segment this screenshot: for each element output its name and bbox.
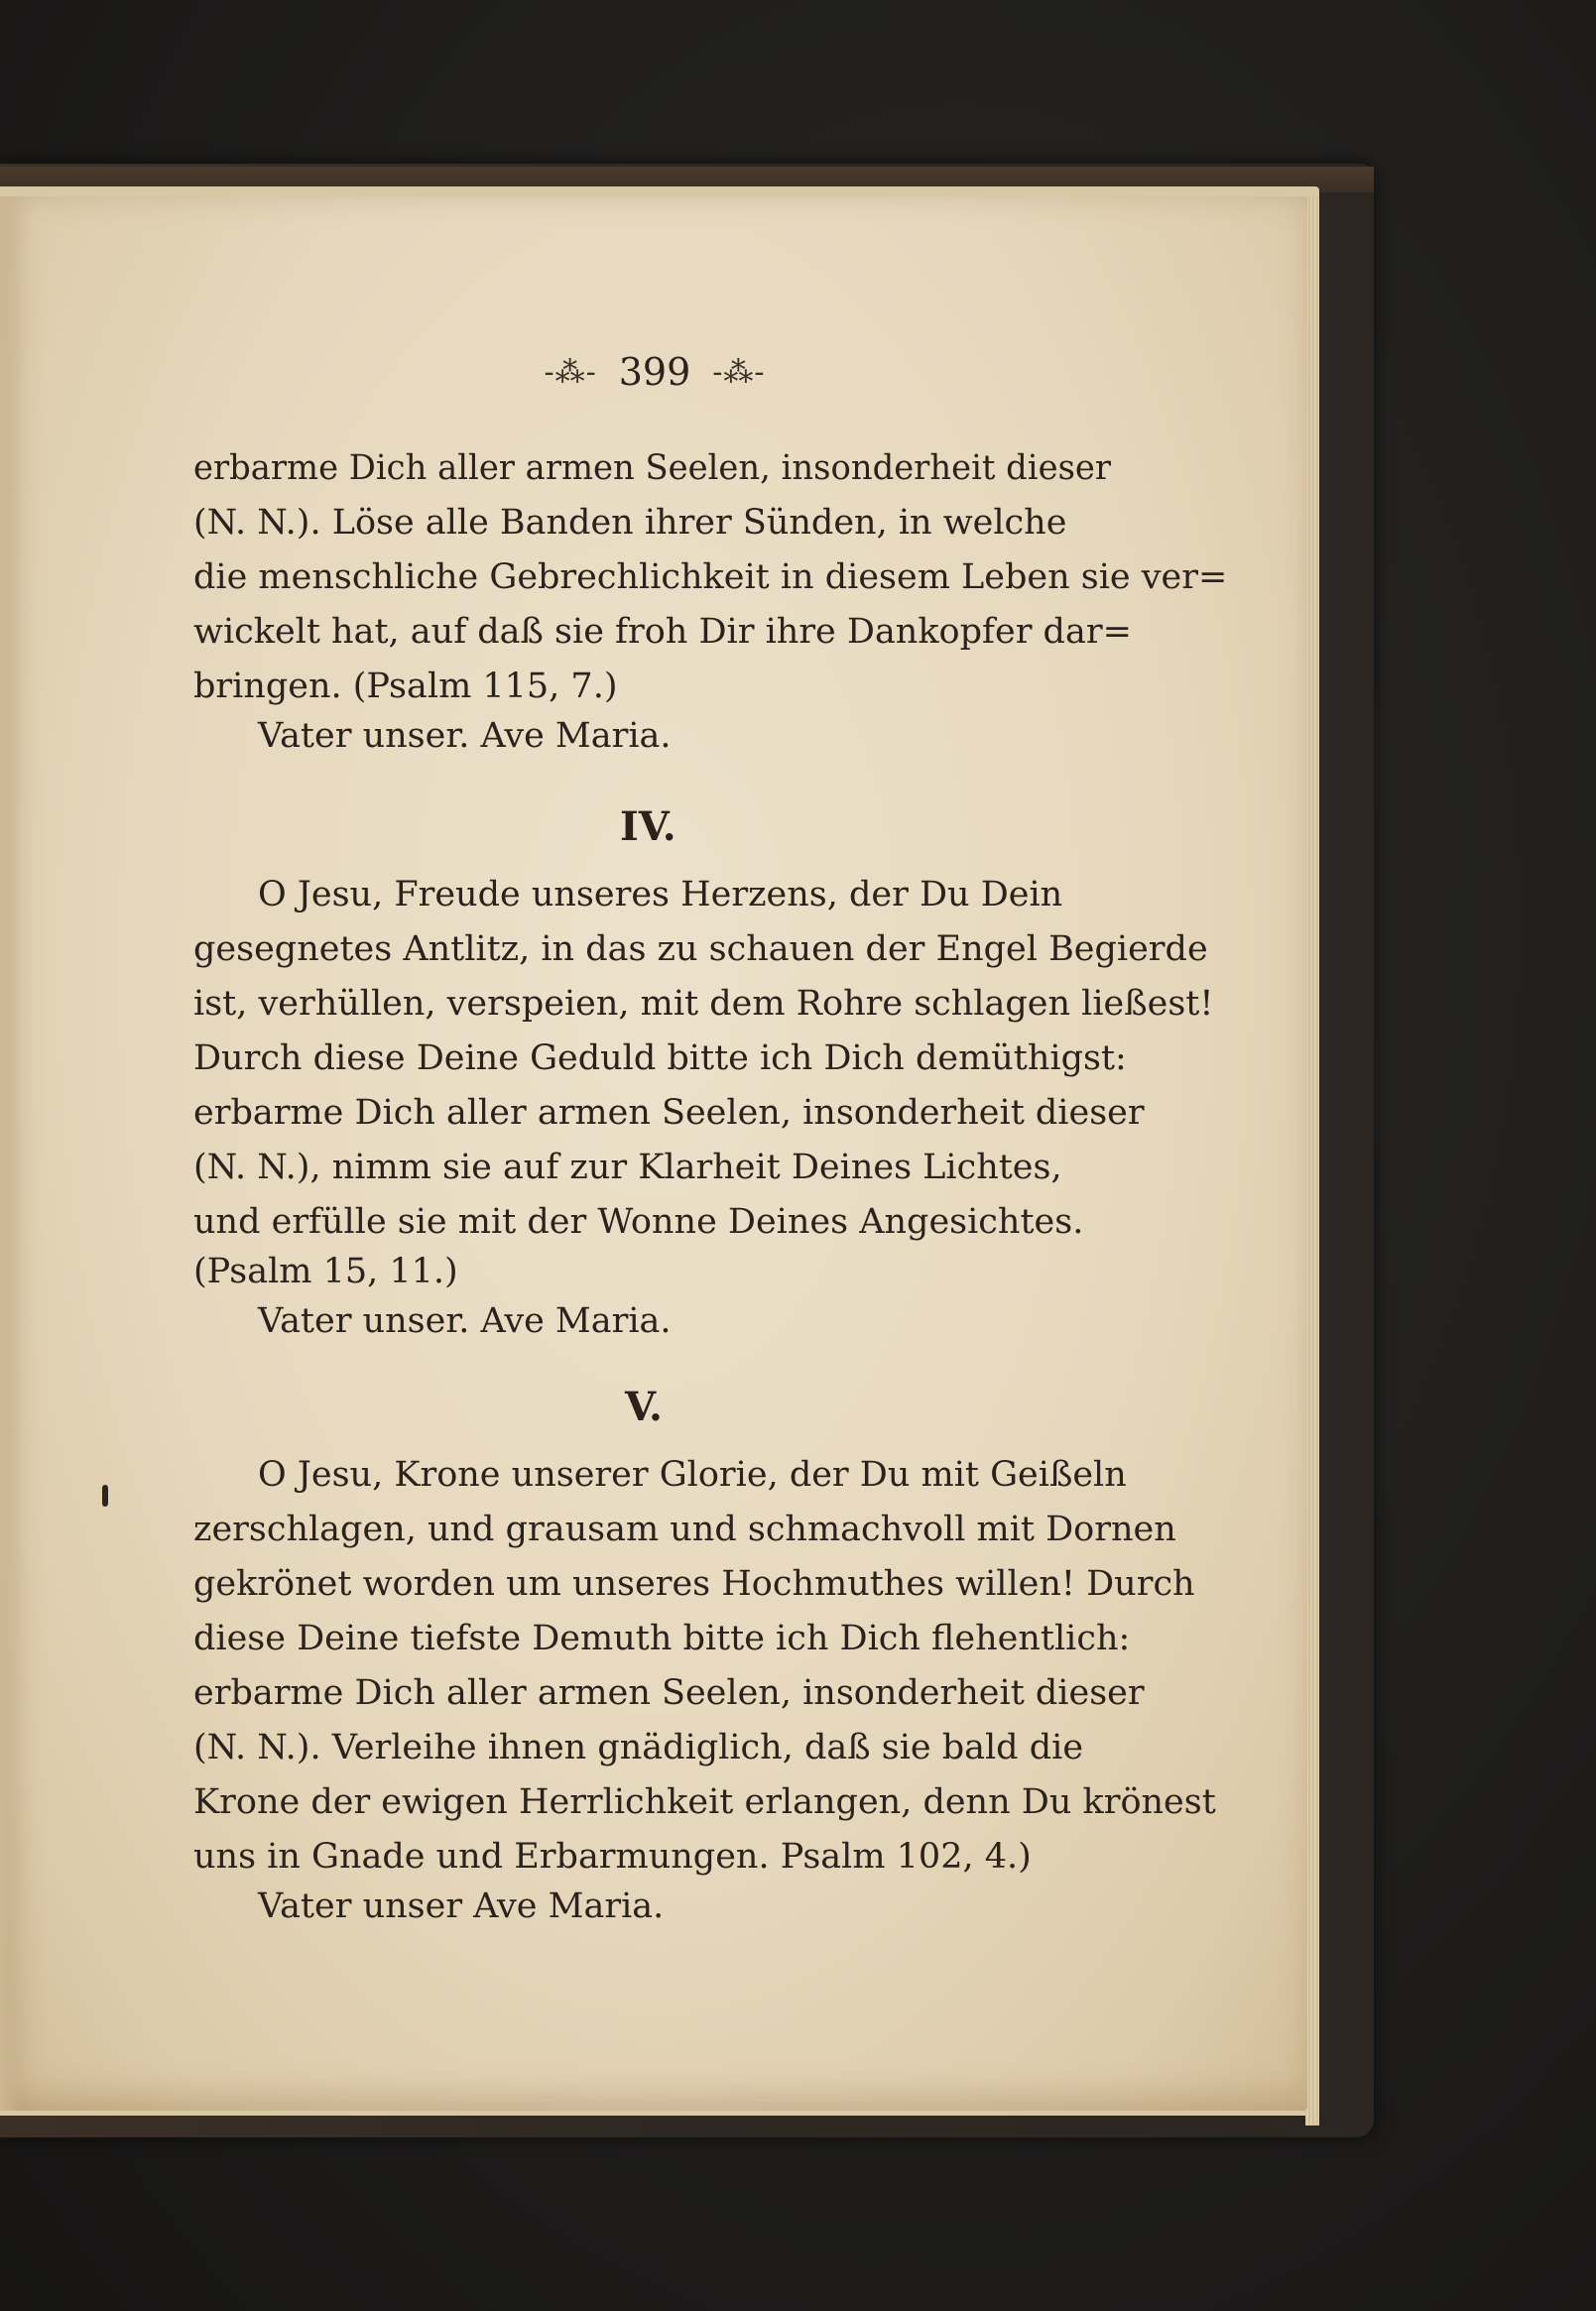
text-line: [193, 669, 618, 704]
text-line: [193, 1728, 1084, 1767]
line-text: die menschliche Gebrechlichkeit in diesem Leben sie ver=: [193, 557, 1228, 597]
text-line: [193, 1619, 1131, 1658]
ornament-right-icon: -⁂-: [712, 354, 766, 390]
text-line: [193, 1837, 1032, 1877]
text-line: [193, 503, 1146, 543]
page-gutter: [0, 196, 22, 2111]
line-text: (Psalm 15, 11.): [193, 1252, 458, 1291]
line-text: gekrönet worden um unseres Hochmuthes willen! Durch: [193, 1564, 1195, 1604]
page-number: 399: [618, 350, 691, 394]
text-line: [258, 875, 1063, 914]
line-text: ist, verhüllen, verspeien, mit dem Rohre schlagen ließest!: [193, 984, 1214, 1024]
text-line: [193, 612, 1146, 652]
line-text: O Jesu, Krone unserer Glorie, der Du mit Geißeln: [258, 1455, 1127, 1495]
text-line: [258, 1886, 665, 1926]
line-text: zerschlagen, und grausam und schmachvoll mit Dornen: [193, 1510, 1176, 1549]
section-heading-v: V.: [625, 1384, 663, 1430]
line-text: erbarme Dich aller armen Seelen, insonderheit dieser: [193, 1093, 1145, 1133]
text-line: [193, 1202, 1084, 1242]
text-line: [193, 1038, 1127, 1078]
text-line: [193, 984, 1214, 1024]
line-text: gesegnetes Antlitz, in das zu schauen der Engel Begierde: [193, 929, 1208, 969]
text-line: [193, 1093, 1145, 1133]
text-line: [193, 1510, 1176, 1549]
line-text: O Jesu, Freude unseres Herzens, der Du Dein: [258, 875, 1063, 914]
text-line: [193, 1564, 1195, 1604]
line-text: bringen. (Psalm 115, 7.): [193, 667, 618, 706]
text-line: [193, 929, 1208, 969]
ornament-left-icon: -⁂-: [544, 354, 597, 390]
line-text: Krone der ewigen Herrlichkeit erlangen, denn Du krönest: [193, 1782, 1216, 1822]
line-text: (N. N.). Verleihe ihnen gnädiglich, daß sie bald die: [193, 1728, 1084, 1767]
line-text: wickelt hat, auf daß sie froh Dir ihre Dankopfer dar=: [193, 612, 1132, 652]
line-text: Vater unser. Ave Maria.: [258, 716, 672, 756]
line-text: Vater unser Ave Maria.: [258, 1886, 665, 1926]
text-line: [258, 716, 672, 756]
line-text: Durch diese Deine Geduld bitte ich Dich demüthigst:: [193, 1038, 1127, 1078]
line-text: erbarme Dich aller armen Seelen, insonderheit dieser: [193, 448, 1112, 488]
text-line: [193, 557, 1228, 597]
text-line: [258, 1301, 672, 1341]
line-text: diese Deine tiefste Demuth bitte ich Dich flehentlich:: [193, 1619, 1131, 1658]
text-line: [193, 1252, 458, 1291]
section-heading-iv: IV.: [620, 803, 676, 850]
line-text: und erfülle sie mit der Wonne Deines Angesichtes.: [193, 1202, 1084, 1242]
text-line: [193, 1782, 1216, 1822]
line-text: (N. N.), nimm sie auf zur Klarheit Deines Lichtes,: [193, 1148, 1062, 1187]
line-text: Vater unser. Ave Maria.: [258, 1301, 672, 1341]
line-text: uns in Gnade und Erbarmungen. Psalm 102, 4.): [193, 1837, 1032, 1877]
line-text: (N. N.). Löse alle Banden ihrer Sünden, in welche: [193, 503, 1067, 543]
text-line: [258, 1455, 1127, 1495]
text-line: [193, 448, 1146, 488]
ink-spot: [102, 1485, 108, 1507]
text-line: [193, 1673, 1145, 1713]
page-header: [496, 347, 813, 397]
line-text: erbarme Dich aller armen Seelen, insonderheit dieser: [193, 1673, 1145, 1713]
text-line: [193, 1148, 1062, 1187]
